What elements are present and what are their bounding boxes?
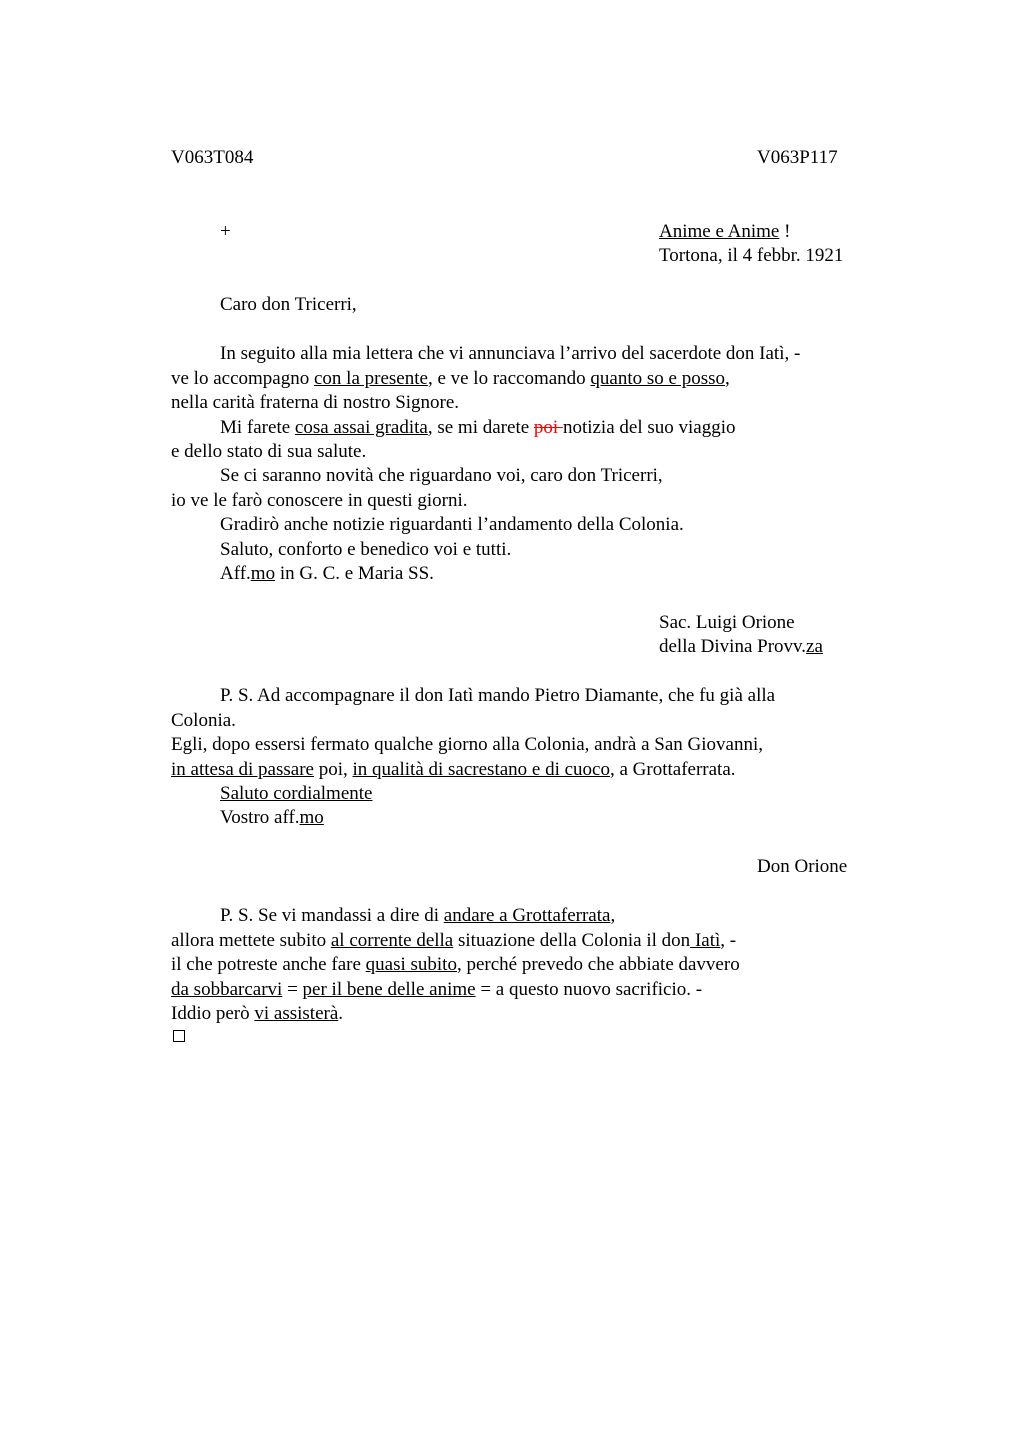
text-run: il che potreste anche fare [171, 954, 366, 975]
ps2-line [171, 978, 702, 1003]
text-run: allora mettete subito [171, 930, 331, 951]
motto [659, 220, 790, 245]
text-run: , - [720, 930, 737, 951]
text-run: notizia del suo viaggio [562, 417, 736, 438]
ps1-line [220, 782, 372, 807]
underlined-text: za [806, 636, 823, 657]
motto-underlined: Anime e Anime [659, 221, 780, 242]
ps2-line [171, 953, 740, 978]
signature-name: Sac. Luigi Orione [659, 612, 795, 633]
text-run: = [282, 979, 303, 1000]
document-code-left: V063T084 [171, 147, 254, 168]
underlined-text: Saluto cordialmente [220, 783, 373, 804]
text-run: Iddio però [171, 1003, 255, 1024]
text-run: della Divina Provv. [659, 636, 807, 657]
text-run: . [338, 1003, 344, 1024]
text-run: Aff. [220, 563, 251, 584]
body-line: Se ci saranno novità che riguardano voi, caro don Tricerri, [220, 465, 663, 486]
ps1-line: P. S. Ad accompagnare il don Iatì mando Pietro Diamante, che fu già alla [220, 685, 776, 706]
ps2-line [220, 904, 615, 929]
body-line: io ve le farò conoscere in questi giorni. [171, 490, 468, 511]
underlined-text: in qualità di sacrestano e di cuoco [352, 759, 610, 780]
ps1-line: Colonia. [171, 710, 236, 731]
text-run: = a questo nuovo sacrificio. - [475, 979, 703, 1000]
underlined-text: al corrente della [330, 930, 454, 951]
ps1-line: Egli, dopo essersi fermato qualche giorno alla Colonia, andrà a San Giovanni, [171, 734, 764, 755]
body-line: In seguito alla mia lettera che vi annunciava l’arrivo del sacerdote don Iatì, - [220, 343, 801, 364]
body-line: Saluto, conforto e benedico voi e tutti. [220, 539, 512, 560]
underlined-text: in attesa di passare [171, 759, 314, 780]
underlined-text: cosa assai gradita [294, 417, 428, 438]
ps2-line [171, 1002, 343, 1027]
ps1-signoff: Don Orione [757, 856, 848, 877]
underlined-text: mo [250, 563, 276, 584]
deleted-text: poi [533, 417, 563, 438]
text-run: poi, [313, 759, 353, 780]
text-run: in G. C. e Maria SS. [275, 563, 434, 584]
text-run: , [610, 905, 616, 926]
underlined-text: da sobbarcarvi [171, 979, 283, 1000]
end-of-text-box-icon [173, 1030, 185, 1042]
underlined-text: andare a Grottaferrata [443, 905, 611, 926]
body-line [220, 416, 736, 441]
underlined-text: mo [299, 807, 324, 828]
motto-tail: ! [779, 221, 791, 242]
text-run: , [725, 368, 730, 389]
underlined-text: quasi subito [365, 954, 457, 975]
underlined-text: Iatì [690, 930, 721, 951]
cross-mark: + [220, 221, 231, 242]
underlined-text: vi assisterà [254, 1003, 339, 1024]
text-run: , e ve lo raccomando [427, 368, 591, 389]
ps1-line [220, 806, 324, 831]
salutation: Caro don Tricerri, [220, 294, 357, 315]
ps1-line [171, 758, 736, 783]
text-run: , a Grottaferrata. [609, 759, 736, 780]
text-run: P. S. Se vi mandassi a dire di [220, 905, 444, 926]
underlined-text: quanto so e posso [590, 368, 725, 389]
body-line: nella carità fraterna di nostro Signore. [171, 392, 460, 413]
text-run: , perché prevedo che abbiate davvero [456, 954, 740, 975]
closing [220, 562, 434, 587]
text-run: Mi farete [220, 417, 295, 438]
text-run: situazione della Colonia il don [453, 930, 691, 951]
body-line [171, 367, 730, 392]
underlined-text: con la presente [313, 368, 428, 389]
signature-title [659, 635, 823, 660]
place-date: Tortona, il 4 febbr. 1921 [659, 245, 844, 266]
text-run: , se mi darete [427, 417, 534, 438]
body-line: Gradirò anche notizie riguardanti l’andamento della Colonia. [220, 514, 684, 535]
text-run: ve lo accompagno [171, 368, 314, 389]
text-run: Vostro aff. [220, 807, 300, 828]
ps2-line [171, 929, 736, 954]
body-line: e dello stato di sua salute. [171, 441, 367, 462]
underlined-text: per il bene delle anime [302, 979, 476, 1000]
document-code-right: V063P117 [757, 147, 838, 168]
